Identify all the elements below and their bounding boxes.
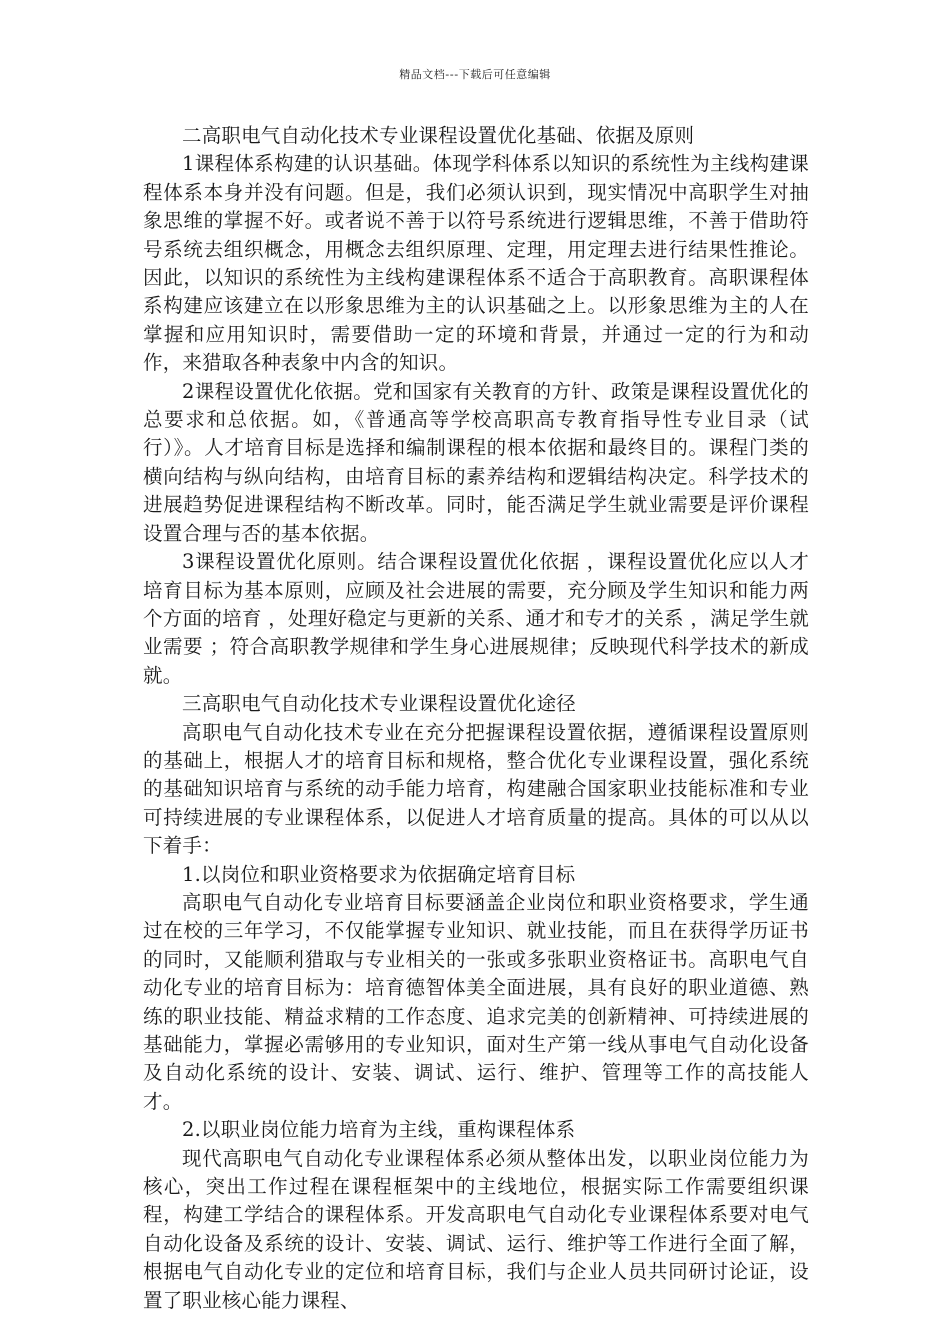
section-heading-3: 三高职电气自动化技术专业课程设置优化途径 (182, 692, 577, 716)
page-header: 精品文档---下载后可任意编辑 (399, 68, 551, 81)
paragraph-optimization-principles: 3课程设置优化原则。结合课程设置优化依据 ，课程设置优化应以人才培育目标为基本原则，应顾及社会进展的需要，充分顾及学生知识和能力两个方面的培育 ，处理好稳定与更新的关系、通才和专才的关系 ，满足学生就业需要 ；符合高职教学规律和学生身心进展规律；反映现代科学技术的新成就。 (143, 550, 809, 687)
paragraph-course-system: 现代高职电气自动化专业课程体系必须从整体出发，以职业岗位能力为核心，突出工作过程在课程框架中的主线地位，根据实际工作需要组织课程，构建工学结合的课程体系。开发高职电气自动化专业课程体系要对电气自动化设备及系统的设计、安装、调试、运行、维护等工作进行全面了解，根据电气自动化专业的定位和培育目标，我们与企业人员共同研讨论证，设置了职业核心能力课程、 (143, 1146, 809, 1312)
section-heading-2: 二高职电气自动化技术专业课程设置优化基础、依据及原则 (182, 124, 695, 147)
paragraph-optimization-basis: 2课程设置优化依据。党和国家有关教育的方针、政策是课程设置优化的总要求和总依据。如，《普通高等学校高职高专教育指导性专业目录（试行）》。人才培育目标是选择和编制课程的根本依据和最终目的。课程门类的横向结构与纵向结构，由培育目标的素养结构和逻辑结构决定。科学技术的进展趋势促进课程结构不断改革。同时，能否满足学生就业需要是评价课程设置合理与否的基本依据。 (143, 379, 809, 545)
subheading-1: 1.以岗位和职业资格要求为依据确定培育目标 (182, 862, 576, 886)
paragraph-approach-intro: 高职电气自动化技术专业在充分把握课程设置依据，遵循课程设置原则的基础上，根据人才的培育目标和规格，整合优化专业课程设置，强化系统的基础知识培育与系统的动手能力培育，构建融合国家职业技能标准和专业可持续进展的专业课程体系，以促进人才培育质量的提高。具体的可以从以下着手： (143, 720, 809, 858)
document-body (143, 122, 809, 1315)
paragraph-training-goals: 高职电气自动化专业培育目标要涵盖企业岗位和职业资格要求，学生通过在校的三年学习，不仅能掌握专业知识、就业技能，而且在获得学历证书的同时，又能顺利猎取与专业相关的一张或多张职业资格证书。高职电气自动化专业的培育目标为：培育德智体美全面进展，具有良好的职业道德、熟练的职业技能、精益求精的工作态度、追求完美的创新精神、可持续进展的基础能力，掌握必需够用的专业知识，面对生产第一线从事电气自动化设备及自动化系统的设计、安装、调试、运行、维护、管理等工作的高技能人才。 (143, 890, 809, 1113)
subheading-2: 2.以职业岗位能力培育为主线，重构课程体系 (182, 1118, 576, 1142)
paragraph-cognitive-basis: 1课程体系构建的认识基础。体现学科体系以知识的系统性为主线构建课程体系本身并没有问题。但是，我们必须认识到，现实情况中高职学生对抽象思维的掌握不好。或者说不善于以符号系统进行逻辑思维，不善于借助符号系统去组织概念，用概念去组织原理、定理，用定理去进行结果性推论。因此，以知识的系统性为主线构建课程体系不适合于高职教育。高职课程体系构建应该建立在以形象思维为主的认识基础之上。以形象思维为主的人在掌握和应用知识时，需要借助一定的环境和背景，并通过一定的行为和动作，来猎取各种表象中内含的知识。 (143, 152, 809, 375)
